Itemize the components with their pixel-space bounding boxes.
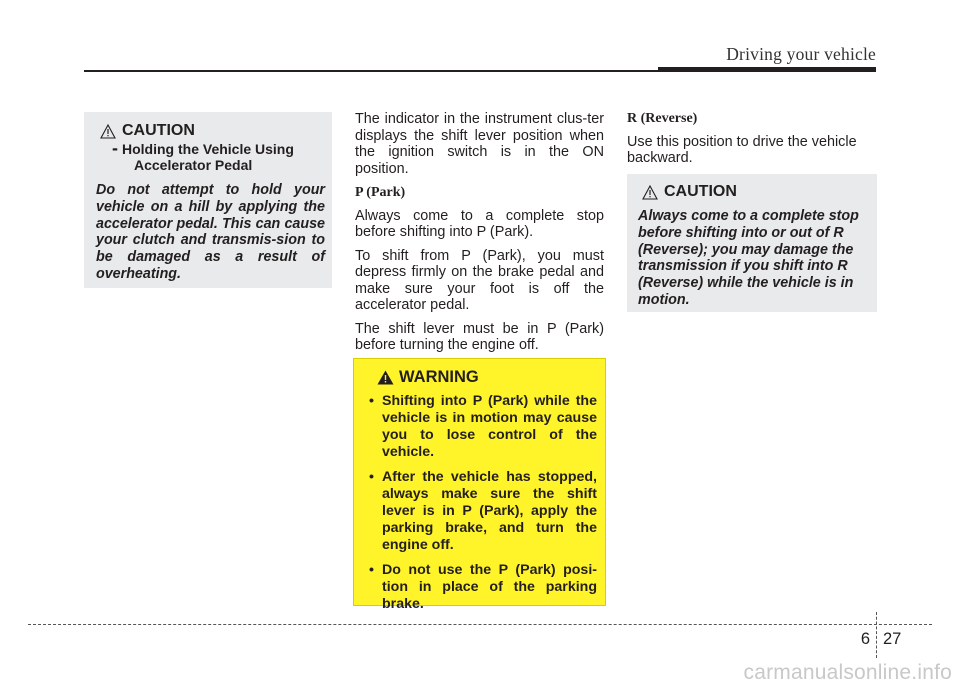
caution-subheading: [112, 138, 325, 173]
caution-triangle-icon: [642, 185, 658, 200]
park-paragraph-3: The shift lever must be in P (Park) before turning the engine off.: [355, 320, 604, 353]
chapter-number: 6: [860, 630, 870, 648]
warning-item: • Do not use the P (Park) posi-tion in place of the parking brake.: [368, 562, 597, 613]
park-heading: P (Park): [355, 185, 406, 200]
watermark: carmanualsonline.info: [743, 661, 952, 684]
header-rule-accent: [658, 67, 876, 72]
caution-triangle-icon: [100, 124, 116, 139]
warning-item: • Shifting into P (Park) while the vehicle is in motion may cause you to lose control of the vehicle.: [368, 393, 597, 461]
right-column: [627, 111, 877, 174]
caution-title: CAUTION: [122, 122, 195, 139]
subheading-line-1: Holding the Vehicle Using: [122, 141, 294, 157]
caution-box-reverse: [627, 174, 877, 312]
caution-box-accelerator: [84, 112, 332, 288]
park-paragraph-1: Always come to a complete stop before shifting into P (Park).: [355, 207, 604, 240]
reverse-heading: R (Reverse): [627, 111, 698, 126]
middle-column: [355, 111, 604, 361]
caution-body: Always come to a complete stop before shifting into or out of R (Reverse); you may damage the transmission if you shift into R (Reverse) while the vehicle is in motion.: [638, 208, 859, 308]
warning-list: [368, 393, 597, 613]
page-number-divider: [876, 612, 877, 658]
caution-heading: [100, 122, 325, 140]
caution-heading: [642, 183, 869, 201]
warning-title: WARNING: [399, 368, 479, 386]
subheading-line-2: Accelerator Pedal: [134, 157, 253, 173]
page-number: 27: [883, 630, 902, 648]
section-title: Driving your vehicle: [726, 44, 876, 64]
warning-item: • After the vehicle has stopped, always make sure the shift lever is in P (Park), apply the parking brake, and turn the engine off.: [368, 469, 597, 554]
subheading-dash: -: [112, 138, 118, 158]
park-paragraph-2: To shift from P (Park), you must depress firmly on the brake pedal and make sure your foot is off the accelerator pedal.: [355, 247, 604, 313]
warning-heading: [377, 368, 597, 387]
caution-body: Do not attempt to hold your vehicle on a hill by applying the accelerator pedal. This can cause your clutch and transmis-sion to be damaged as a result of overheating.: [96, 182, 325, 282]
reverse-paragraph: Use this position to drive the vehicle backward.: [627, 133, 857, 166]
indicator-paragraph: The indicator in the instrument clus-ter displays the shift lever position when the ignition switch is in the ON position.: [355, 111, 604, 177]
caution-title: CAUTION: [664, 183, 737, 200]
warning-box: [353, 358, 606, 612]
warning-triangle-icon: [377, 370, 393, 385]
footer-rule: [28, 624, 932, 625]
